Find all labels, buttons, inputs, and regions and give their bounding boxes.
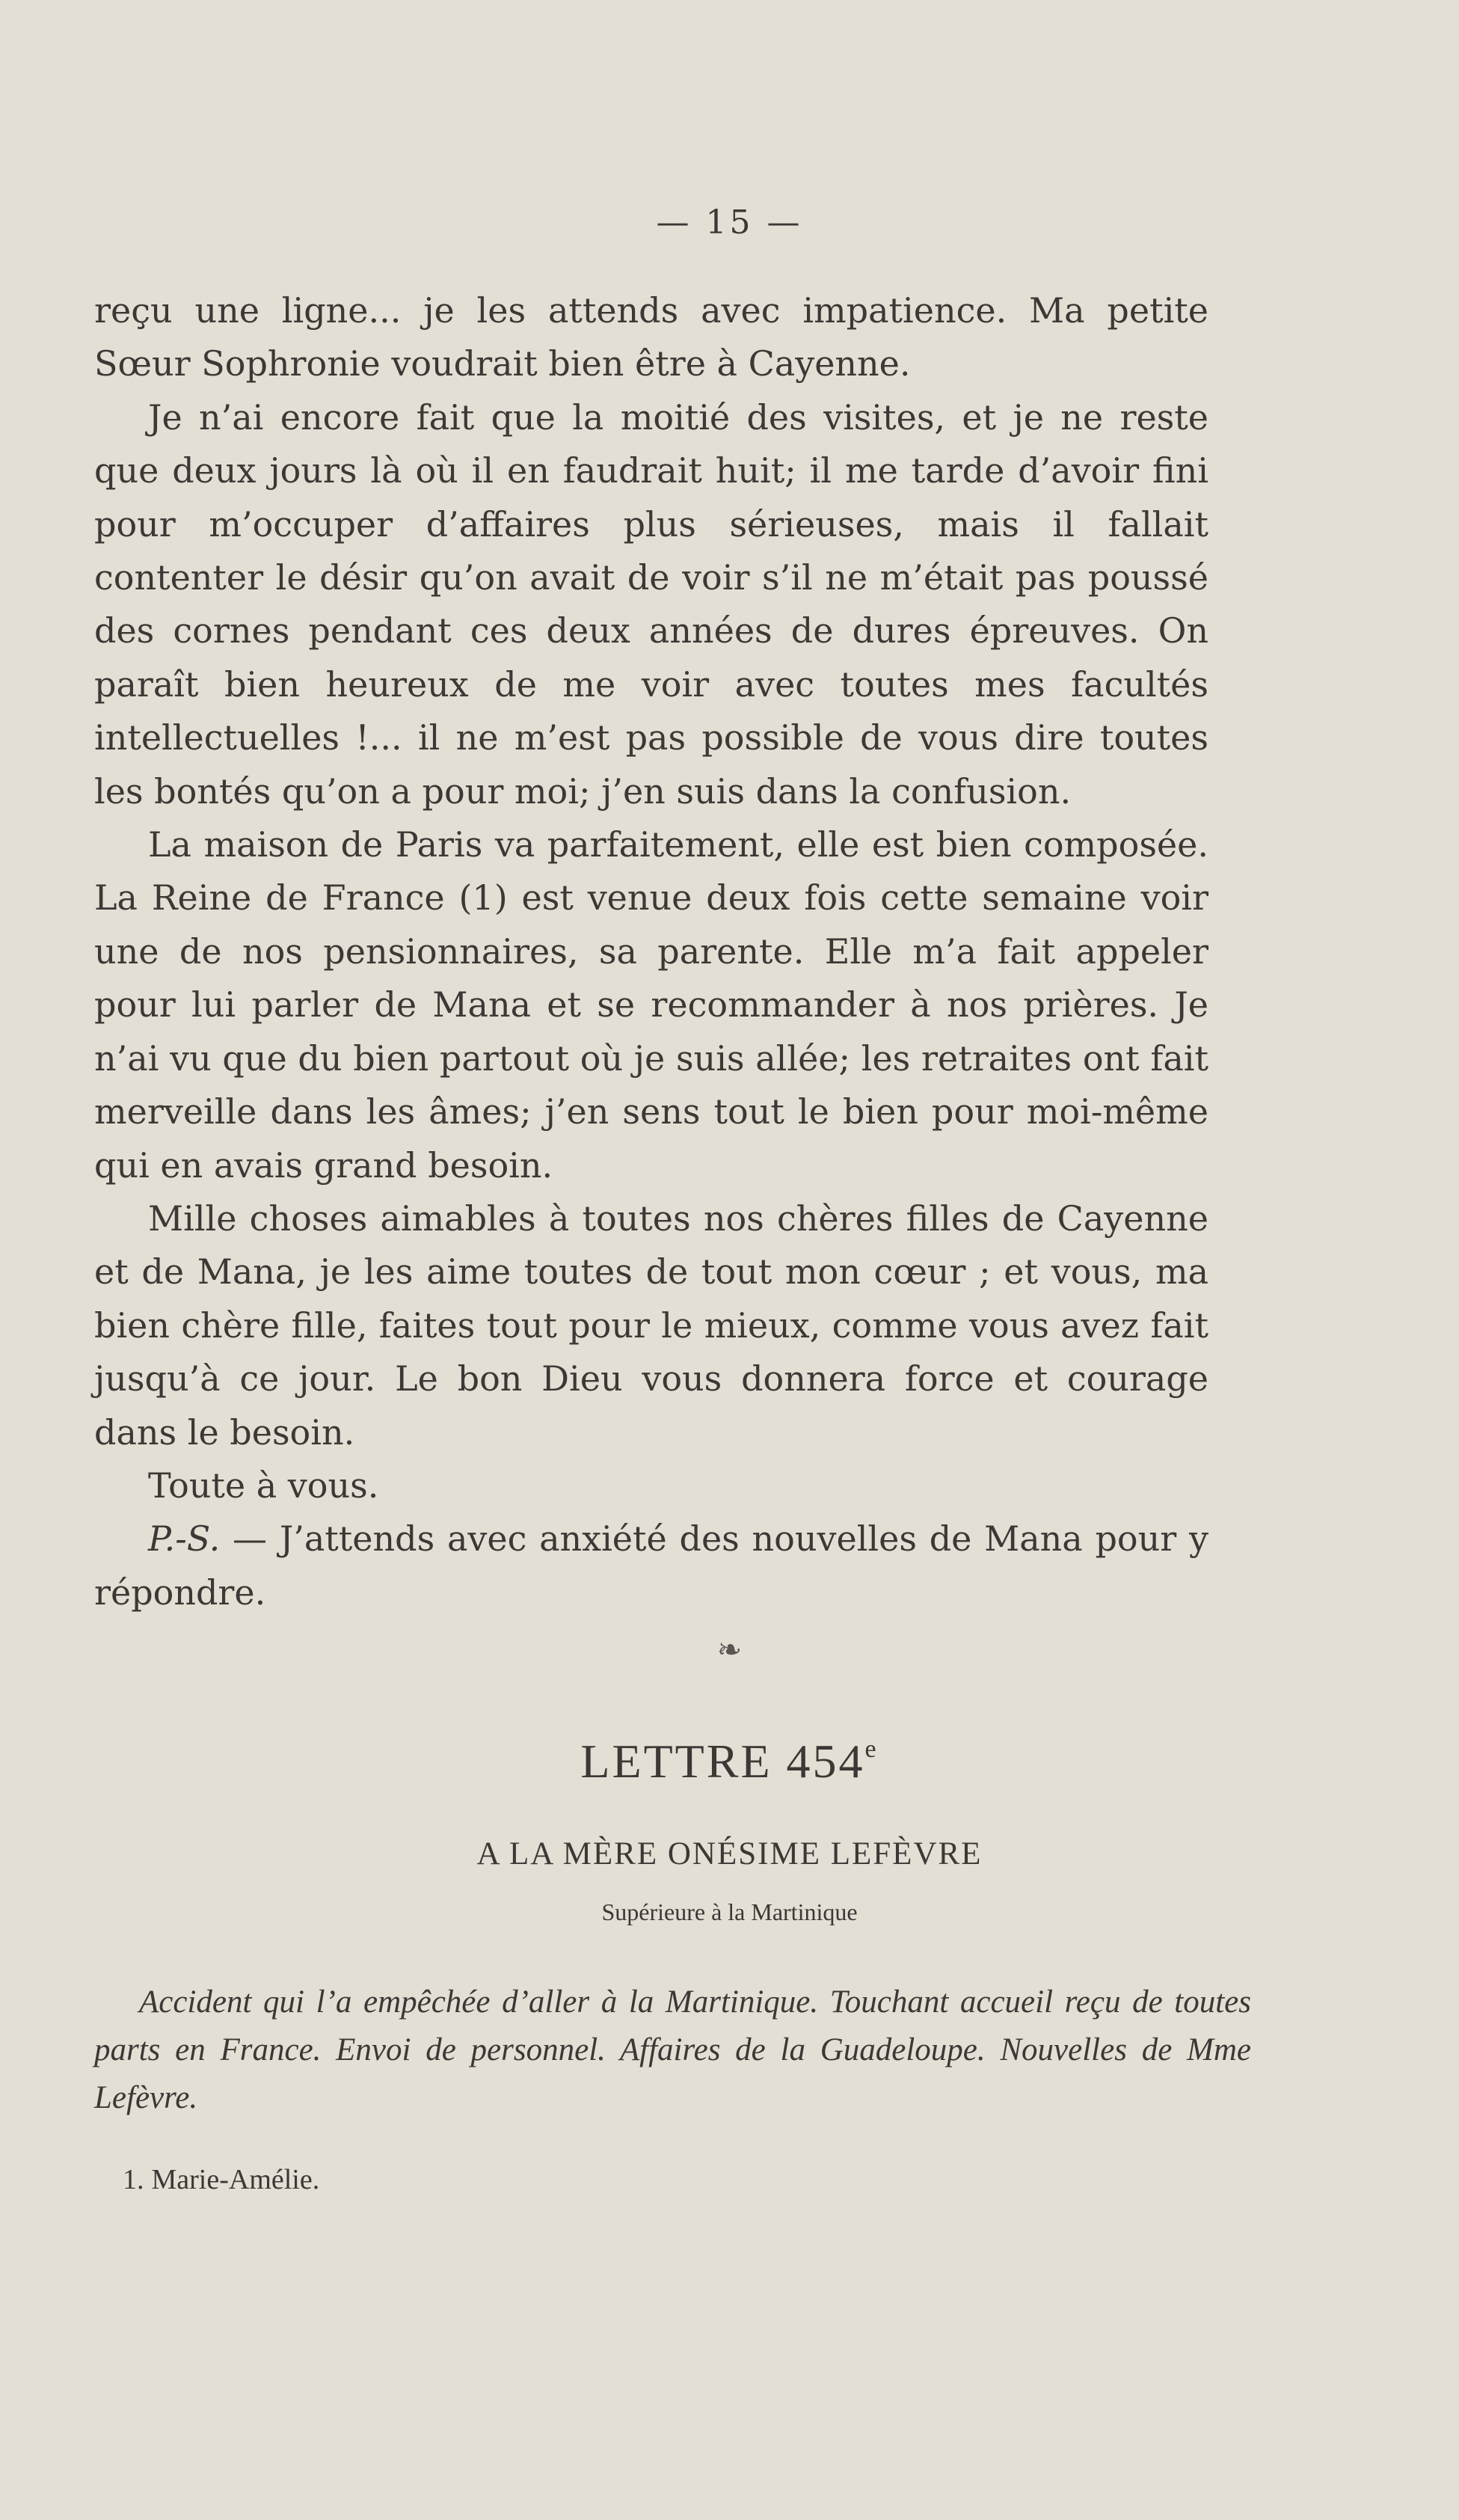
fleuron-icon: ❧ [716,1633,743,1667]
paragraph: Je n’ai encore fait que la moitié des visites, et je ne reste que deux jours là où il en faudrait huit; il me tarde d’avoir fini pour m’occuper d’affaires plus sérieuses, mais il fallait contenter le désir qu’on avait de voir s’il ne m’était pas poussé des cornes pendant ces deux années de dures épreuves. On paraît bien heureux de me voir avec toutes mes facultés intellectuelles !... il ne m’est pas possible de vous dire toutes les bontés qu’on a pour moi; j’en suis dans la confusion. [94,396,1208,812]
footnote-text: Marie-Amélie. [151,2164,320,2195]
letter-title: LETTRE 454 [580,1735,865,1788]
letter-heading [0,1734,1459,1789]
paragraph: Mille choses aimables à toutes nos chères filles de Cayenne et de Mana, je les aime toutes de tout mon cœur ; et vous, ma bien chère fille, faites tout pour le mieux, comme vous avez fait jusqu’à ce jour. Le bon Dieu vous donnera force et courage dans le besoin. [94,1198,1208,1453]
postscript-label: P.-S. [148,1518,221,1560]
postscript-text: — J’attends avec anxiété des nouvelles de Mana pour y répondre. [94,1518,1208,1613]
closing: Toute à vous. [148,1465,379,1506]
letter-body [94,284,1208,1619]
footnote-number: 1. [123,2164,144,2195]
letter-summary: Accident qui l’a empêchée d’aller à la Martinique. Touchant accueil reçu de toutes parts en France. Envoi de personnel. Affaires de la Guadeloupe. Nouvelles de Mme Lefèvre. [94,1984,1251,2115]
page-number: — 15 — [656,203,803,242]
postscript [94,1512,1208,1619]
paragraph: La maison de Paris va parfaitement, elle est bien composée. La Reine de France (1) est venue deux fois cette semaine voir une de nos pensionnaires, sa parente. Elle m’a fait appeler pour lui parler de Mana et se recommander à nos prières. Je n’ai vu que du bien partout où je suis allée; les retraites ont fait merveille dans les âmes; j’en sens tout le bien pour moi-même qui en avais grand besoin. [94,824,1208,1186]
recipient-role: Supérieure à la Martinique [601,1898,858,1925]
letter-recipient: A LA MÈRE ONÉSIME LEFÈVRE [476,1836,983,1871]
paragraph: reçu une ligne... je les attends avec impatience. Ma petite Sœur Sophronie voudrait bien être à Cayenne. [94,290,1208,384]
letter-title-suffix: e [864,1735,879,1763]
footnote [123,2163,319,2196]
